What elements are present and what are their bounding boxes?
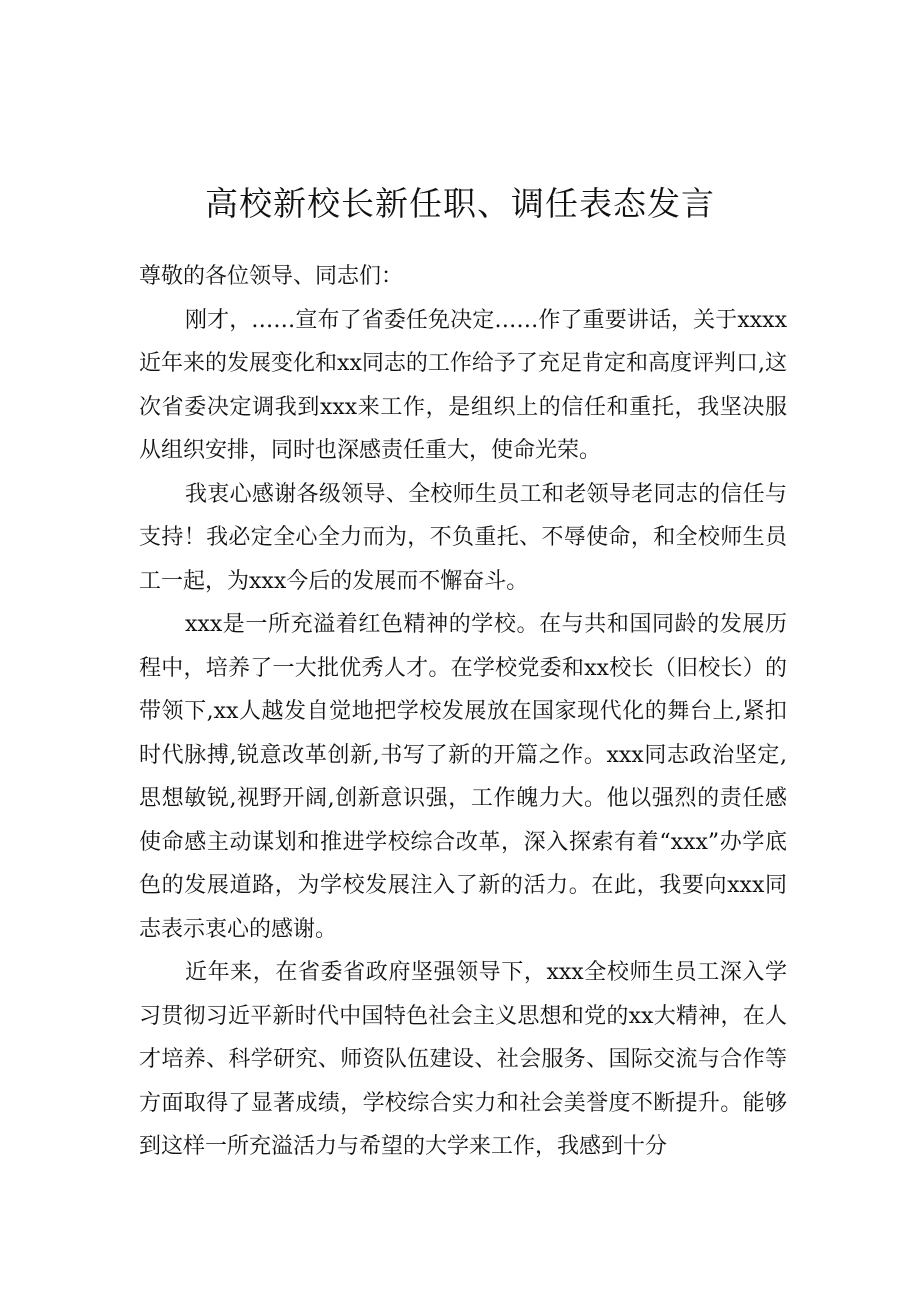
paragraph-1: 刚才，……宣布了省委任免决定……作了重要讲话，关于xxxx近年来的发展变化和xx同志的工作给予了充足肯定和高度评判口,这次省委决定调我到xxx来工作，是组织上的信任和重托，我坚决服从组织安排，同时也深感责任重大，使命光荣。 xyxy=(139,307,787,463)
paragraph-2: 我衷心感谢各级领导、全校师生员工和老领导老同志的信任与支持！我必定全心全力而为，不负重托、不辱使命，和全校师生员工一起，为xxx今后的发展而不懈奋斗。 xyxy=(139,481,787,594)
paragraph-4: 近年来，在省委省政府坚强领导下，xxx全校师生员工深入学习贯彻习近平新时代中国特色社会主义思想和党的xx大精神，在人才培养、科学研究、师资队伍建设、社会服务、国际交流与合作等方面取得了显著成绩，学校综合实力和社会美誉度不断提升。能够到这样一所充溢活力与希望的大学来工作，我感到十分 xyxy=(139,960,787,1159)
page-title: 高校新校长新任职、调任表态发言 xyxy=(205,184,715,223)
document-body xyxy=(139,255,787,1169)
salutation: 尊敬的各位领导、同志们： xyxy=(139,264,404,289)
paragraph-3: xxx是一所充溢着红色精神的学校。在与共和国同龄的发展历程中，培养了一大批优秀人才。在学校党委和xx校长（旧校长）的带领下,xx人越发自觉地把学校发展放在国家现代化的舞台上,紧扣时代脉搏,锐意改革创新,书写了新的开篇之作。xxx同志政治坚定,思想敏锐,视野开阔,创新意识强，工作魄力大。他以强烈的责任感使命感主动谋划和推进学校综合改革，深入探索有着“xxx”办学底色的发展道路，为学校发展注入了新的活力。在此，我要向xxx同志表示衷心的感谢。 xyxy=(139,612,787,942)
